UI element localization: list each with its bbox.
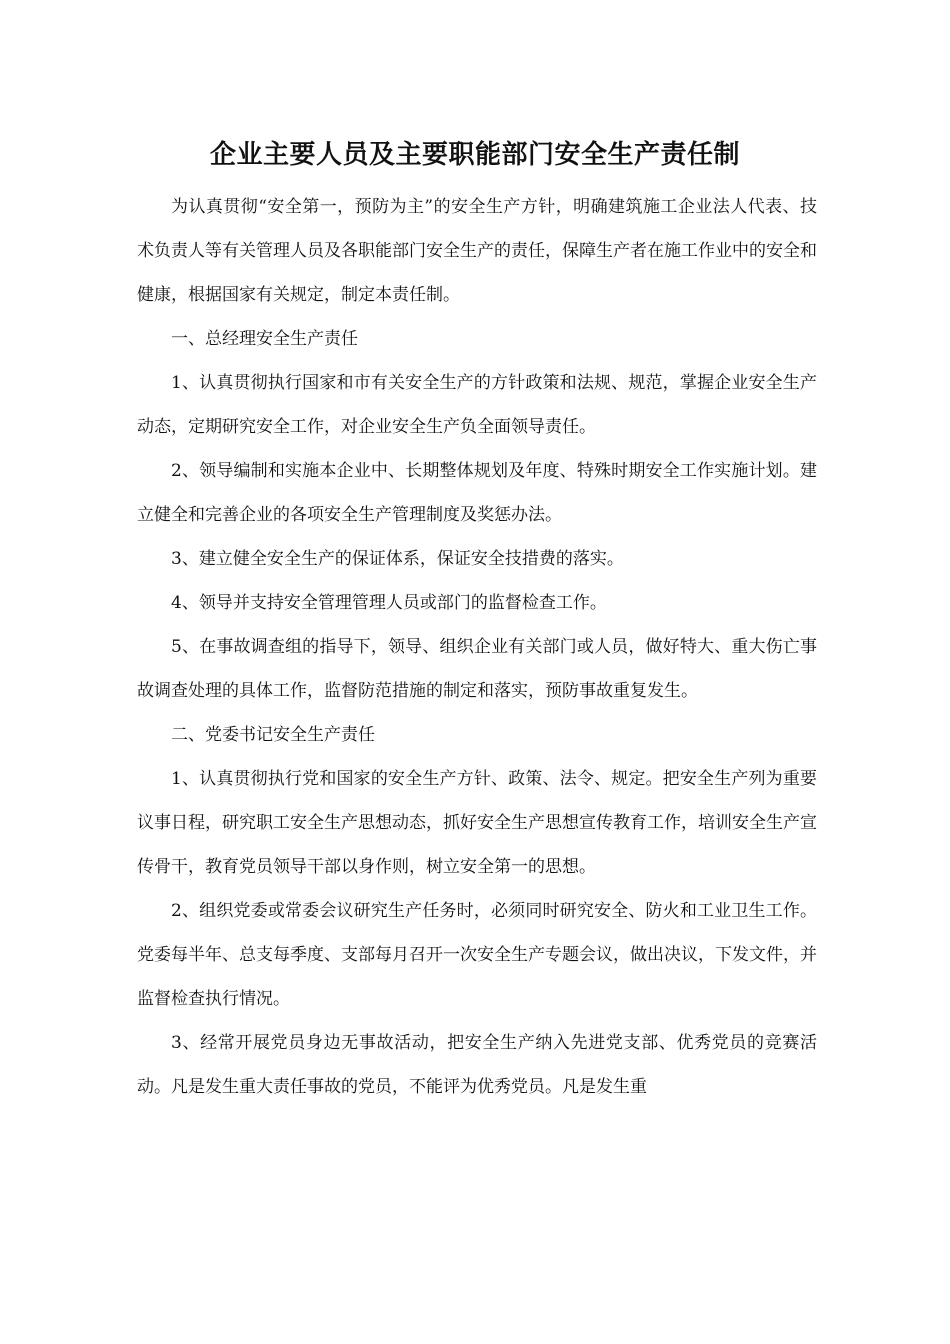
paragraph: 3、建立健全安全生产的保证体系，保证安全技措费的落实。 (171, 549, 624, 569)
intro-paragraph: 为认真贯彻“安全第一，预防为主”的安全生产方针，明确建筑施工企业法人代表、技术负责人等有关管理人员及各职能部门安全生产的责任，保障生产者在施工作业中的安全和健康，根据国家有关规定，制定本责任制。 (137, 197, 817, 305)
document-title: 企业主要人员及主要职能部门安全生产责任制 (209, 140, 740, 170)
paragraph: 1、认真贯彻执行党和国家的安全生产方针、政策、法令、规定。把安全生产列为重要议事日程，研究职工安全生产思想动态，抓好安全生产思想宣传教育工作，培训安全生产宣传骨干，教育党员领导干部以身作则，树立安全第一的思想。 (137, 769, 817, 877)
paragraph: 3、经常开展党员身边无事故活动，把安全生产纳入先进党支部、优秀党员的竞赛活动。凡是发生重大责任事故的党员，不能评为优秀党员。凡是发生重 (137, 1033, 817, 1097)
paragraph: 4、领导并支持安全管理管理人员或部门的监督检查工作。 (171, 593, 607, 613)
section-heading-party-secretary: 二、党委书记安全生产责任 (171, 725, 375, 745)
paragraph: 2、组织党委或常委会议研究生产任务时，必须同时研究安全、防火和工业卫生工作。党委每半年、总支每季度、支部每月召开一次安全生产专题会议，做出决议，下发文件，并监督检查执行情况。 (137, 901, 817, 1009)
paragraph: 2、领导编制和实施本企业中、长期整体规划及年度、特殊时期安全工作实施计划。建立健全和完善企业的各项安全生产管理制度及奖惩办法。 (137, 461, 817, 525)
paragraph: 1、认真贯彻执行国家和市有关安全生产的方针政策和法规、规范，掌握企业安全生产动态，定期研究安全工作，对企业安全生产负全面领导责任。 (137, 373, 817, 437)
document-body (137, 185, 817, 1109)
section-heading-general-manager: 一、总经理安全生产责任 (171, 329, 358, 349)
paragraph: 5、在事故调查组的指导下，领导、组织企业有关部门或人员，做好特大、重大伤亡事故调查处理的具体工作，监督防范措施的制定和落实，预防事故重复发生。 (137, 637, 817, 701)
